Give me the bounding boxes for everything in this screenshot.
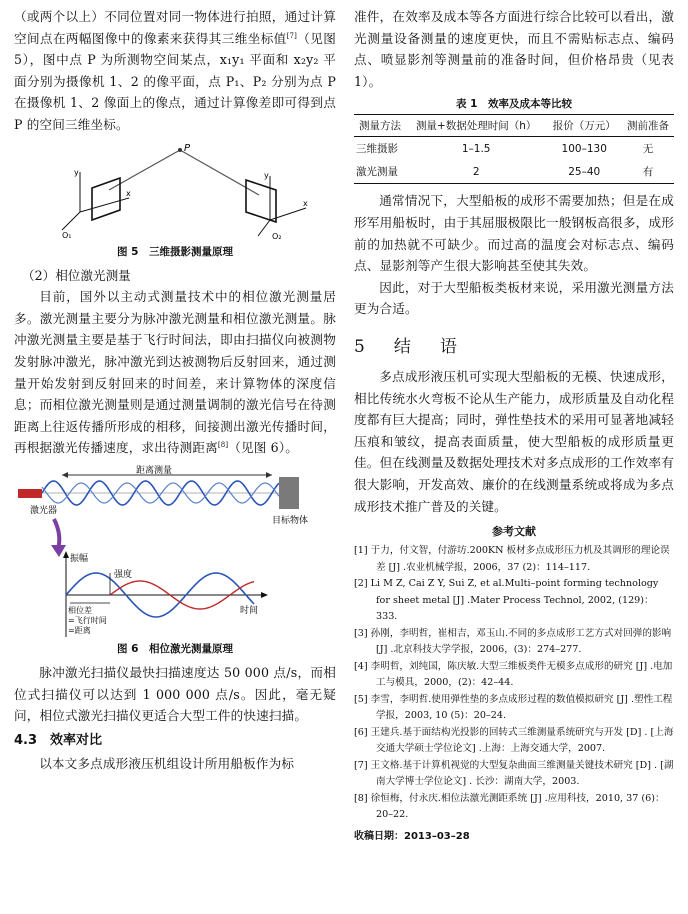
table-header: 测量+数据处理时间（h）	[406, 115, 546, 137]
right-paragraph-3: 因此，对于大型船板类板材来说，采用激光测量方法更为合适。	[354, 279, 674, 317]
amplitude-label: 振幅	[70, 553, 89, 564]
reference-item: [1] 于力，付文智，付游坊.200KN 板材多点成形压力机及其调形的理论误差 [J] .农业机械学报，2006，37 (2)：114–117.	[354, 545, 670, 573]
references-list	[354, 543, 674, 824]
table-row	[354, 160, 674, 184]
table-1-caption: 表 1 效率及成本等比较	[456, 98, 572, 111]
right-paragraph-2: 通常情况下，大型船板的成形不需要加热；但是在成形军用船板时，由于其屈服极限比一般钢板高很多，成形前的加热就不可缺少。而过高的温度会对标志点、编码点、显影剂等产生很大影响甚至使其失效。	[354, 193, 674, 274]
reference-item: [8] 徐恒梅，付永庆.相位法激光测距系统 [J] .应用科技，2010, 37 (6)：20–22.	[354, 792, 665, 821]
table-cell: 25–40	[546, 160, 622, 184]
p1-text-after: （见图 5），图中点 P 为所测物空间某点，x₁y₁ 平面和 x₂y₂ 平面分别为摄像机 1、2 的像平面，点 P₁、P₂ 分别为点 P 在摄像机 1、2 像面上的像点，通过计算像差即可得到点 P 的空间三维坐标。	[14, 30, 336, 132]
right-o-label: O₂	[272, 231, 282, 241]
reference-item: [4] 李明哲，刘纯国，陈庆敏.大型三维板类件无模多点成形的研究 [J] .电加工与模具，2000，(2)：42–44.	[354, 660, 673, 689]
left-y-label: y	[74, 167, 79, 177]
left-o-label: O₁	[62, 230, 72, 240]
right-paragraph-1: 准件，在效率及成本等各方面进行综合比较可以看出，激光测量设备测量的速度更快，而且不需贴标志点、编码点、喷显影剂等测量前的准备时间，但价格昂贵（见表 1）。	[354, 9, 674, 89]
table-cell: 激光测量	[354, 160, 406, 184]
figure-6-caption: 图 6 相位激光测量原理	[117, 642, 233, 655]
left-x-label: x	[126, 188, 131, 198]
time-label: 时间	[240, 605, 259, 616]
comparison-table	[354, 114, 674, 184]
table-header: 测前准备	[622, 115, 674, 137]
subhead-phase-laser: （2）相位激光测量	[22, 267, 131, 283]
left-paragraph-4: 以本文多点成形液压机组设计所用船板作为标	[39, 755, 295, 771]
reference-item: [6] 王建兵.基于面结构光投影的回转式三维测量系统研究与开发 [D] . [上海交通大学硕士学位论文] .上海：上海交通大学，2007.	[354, 726, 674, 755]
table-header: 测量方法	[354, 115, 406, 137]
phase-line-2: =飞行时间	[68, 615, 107, 625]
ref-7: [7]	[286, 31, 298, 40]
left-paragraph-3: 脉冲激光扫描仪最快扫描速度达 50 000 点/s，而相位式扫描仪可以达到 1 000 000 点/s。因此，毫无疑问，相位式激光扫描仪更适合大型工件的快速扫描。	[14, 664, 336, 724]
reference-item: [5] 李雪，李明哲.使用弹性垫的多点成形过程的数值模拟研究 [J] .塑性工程学报，2003, 10 (5)：20–24.	[354, 693, 673, 722]
phase-line-3: =距离	[68, 625, 91, 635]
received-date: 收稿日期：2013–03–28	[354, 830, 470, 842]
table-cell: 有	[622, 160, 674, 184]
table-row	[354, 137, 674, 161]
p1-text: （或两个以上）不同位置对同一物体进行拍照，通过计算空间点在两幅图像中的像素来获得其三维坐标值	[14, 9, 336, 46]
intensity-label: 强度	[114, 569, 133, 580]
phase-laser-diagram	[14, 463, 336, 639]
point-p-label: P	[184, 142, 191, 154]
target-object	[279, 477, 299, 509]
table-cell: 1–1.5	[461, 142, 491, 155]
figure-5	[14, 140, 336, 242]
references-title: 参考文献	[492, 525, 536, 539]
ref-8: [8]	[217, 441, 229, 450]
stereo-diagram	[14, 140, 336, 242]
right-y-label: y	[264, 170, 269, 180]
figure-5-caption: 图 5 三维摄影测量原理	[117, 245, 233, 258]
left-paragraph-1	[14, 6, 336, 136]
left-paragraph-2	[14, 286, 336, 459]
figure-6	[14, 463, 336, 639]
table-cell: 无	[642, 143, 654, 156]
section-4-3-title: 4.3 效率对比	[14, 732, 103, 748]
reference-item: [7] 王文格.基于计算机视觉的大型复杂曲面三维测量关键技术研究 [D] . [湖南大学博士学位论文] . 长沙：湖南大学，2003.	[354, 759, 674, 788]
reference-item: [3] 孙刚，李明哲，崔相吉，邓玉山.不同的多点成形工艺方式对回弹的影响 [J] .北京科技大学学报，2006，(3)：274–277.	[354, 627, 672, 656]
p2-text-after: （见图 6）。	[228, 440, 299, 456]
target-label: 目标物体	[272, 515, 309, 526]
zoom-arrow	[54, 519, 59, 549]
left-column	[14, 6, 336, 774]
table-header: 报价（万元）	[546, 115, 622, 137]
table-cell: 100–130	[561, 142, 607, 155]
reference-item: [2] Li M Z, Cai Z Y, Sui Z, et al.Multi–point forming technology for sheet metal [J] .Mater Process Technol, 2002, (129)：333.	[354, 578, 659, 623]
p2-text: 目前，国外以主动式测量技术中的相位激光测量居多。激光测量主要分为脉冲激光测量和相位激光测量。脉冲激光测量主要是基于飞行时间法，即由扫描仪向被测物发射脉冲激光，脉冲激光到达被测物后反射回来，通过测量开始发射到反射回来的时间差，来计算物体的深度信息；而相位激光测量则是通过测量调制的激光信号在待测距离上往返传播所形成的相移，间接测出激光传播时间，再根据激光传播速度，求出待测距离	[14, 289, 336, 456]
table-cell: 三维摄影	[356, 143, 398, 156]
right-x-label: x	[303, 198, 308, 208]
laser-label: 激光器	[30, 505, 58, 516]
section-5-title: 5 结 语	[354, 336, 463, 357]
table-cell: 2	[406, 160, 546, 184]
phase-line-1: 相位差	[68, 605, 92, 615]
laser-emitter	[18, 489, 42, 498]
right-paragraph-4: 多点成形液压机可实现大型船板的无模、快速成形，相比传统水火弯板不论从生产能力，成形质量及自动化程度都有巨大提高；同时，弹性垫技术的采用可显著地减轻压痕和皱纹，提高表面质量，使大型船板的成形质量更佳。但在线测量及数据处理技术对多点成形的工作效率有很大影响，开发高效、廉价的在线测量系统或将成为多点成形技术推广普及的关键。	[354, 368, 674, 514]
right-column	[354, 6, 674, 842]
table-header-row	[354, 115, 674, 137]
distance-label: 距离测量	[136, 465, 173, 476]
